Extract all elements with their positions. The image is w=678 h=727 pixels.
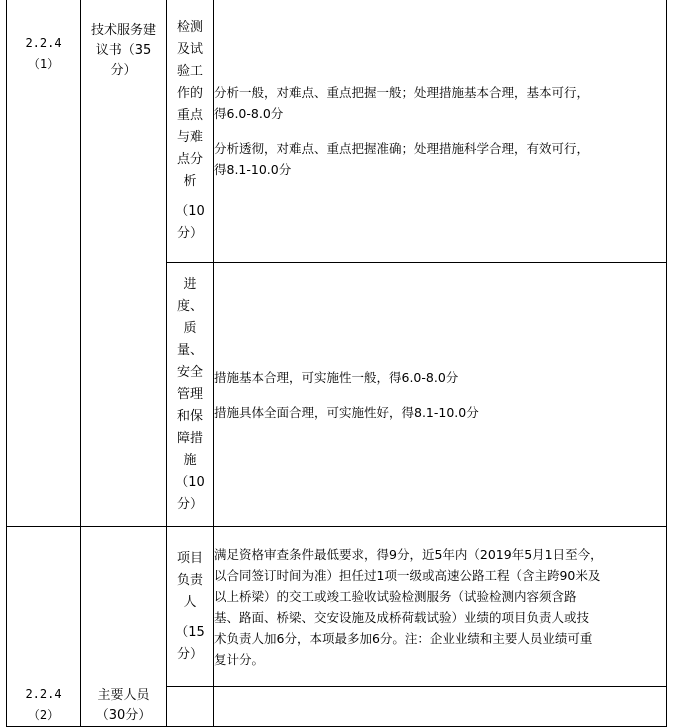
subitem-cell [167, 687, 214, 727]
category-cell [81, 0, 167, 527]
criteria-paragraph: 措施基本合理，可实施性一般，得6.0-8.0分 [214, 369, 459, 385]
subitem-cell [167, 263, 214, 527]
item-number: 2.2.4 （2） [25, 687, 62, 722]
criteria-paragraph: 满足资格审查条件最低要求，得9分，近5年内（2019年5月1日至今， 以合同签订时间为准）担任过1项一级或高速公路工程（含主跨90米及 以上桥梁）的交工或竣工验收试验检测服务（试验检测内容须含路 基、路面、桥梁、交安设施及成桥荷载试验）业绩的项目负责人或技 术负责人加6分，本项最多加6分。注：企业业绩和主要人员业绩可重 复计分。 [214, 546, 603, 667]
subitem-label: 项目 负责 人 （15 分） [175, 550, 205, 662]
subitem-cell [167, 0, 214, 263]
subitem-label: 检测 及试 验工 作的 重点 与难 点分 析 （10 分） [175, 19, 205, 241]
criteria-paragraph: 措施具体全面合理，可实施性好，得8.1-10.0分 [214, 404, 479, 420]
category-label: 技术服务建 议书（35 分） [90, 23, 156, 78]
item-number-cell [7, 527, 81, 727]
criteria-paragraph: 分析一般，对难点、重点把握一般；处理措施基本合理，基本可行， 得6.0-8.0分 [214, 84, 590, 121]
criteria-cell [214, 0, 667, 263]
criteria-cell [214, 527, 667, 687]
table-row [7, 0, 667, 263]
item-number-cell [7, 0, 81, 527]
criteria-cell [214, 263, 667, 527]
category-cell [81, 527, 167, 727]
item-number: 2.2.4 （1） [25, 36, 62, 71]
scoring-table [6, 0, 667, 727]
category-label: 主要人员 （30分） [95, 688, 152, 723]
criteria-paragraph: 分析透彻，对难点、重点把握准确；处理措施科学合理，有效可行， 得8.1-10.0分 [214, 140, 590, 177]
subitem-label: 进 度、 质 量、 安全 管理 和保 障措 施 （10 分） [175, 276, 205, 512]
criteria-cell [214, 687, 667, 727]
table-row [7, 527, 667, 687]
subitem-cell [167, 527, 214, 687]
